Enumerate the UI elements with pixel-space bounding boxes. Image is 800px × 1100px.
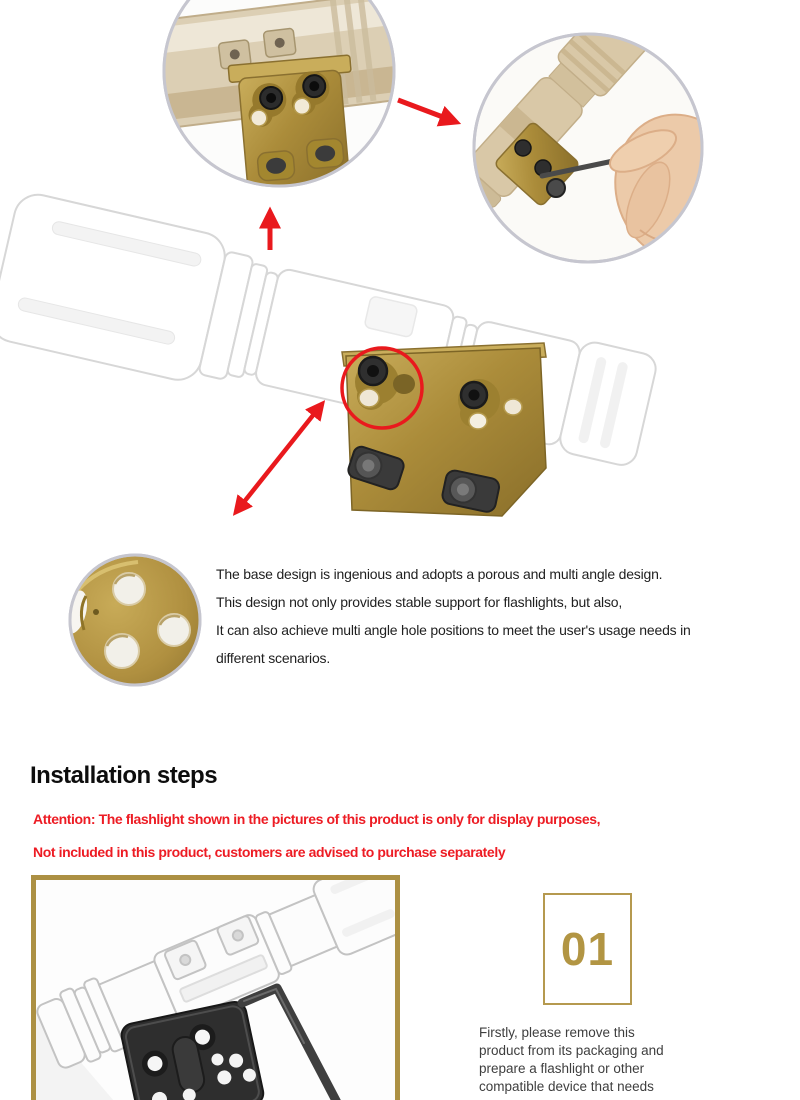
feature-line: The base design is ingenious and adopts a porous and multi angle design. [216,566,663,582]
feature-line: It can also achieve multi angle hole positions to meet the user's usage needs in [216,622,691,638]
installation-heading: Installation steps [30,762,218,789]
red-arrow-right-icon [398,100,456,122]
step1-number: 01 [560,923,615,975]
attention-line: Attention: The flashlight shown in the pictures of this product is only for display purposes, [33,811,601,827]
inset-mounted-closeup [133,0,424,197]
step1-photo [31,875,400,1100]
attention-note [33,803,600,869]
step1-photo-illustration [36,880,395,1100]
step1-number-badge [543,893,632,1005]
step1-line: compatible device that needs [479,1079,654,1094]
attention-line: Not included in this product, customers are advised to purchase separately [33,844,506,860]
gold-mount-plate-main [342,343,546,516]
step1-instructions [479,1024,664,1096]
step1-line: product from its packaging and [479,1043,664,1058]
red-double-arrow-diagonal-icon [236,404,322,512]
inset-porous-base-closeup [61,555,200,690]
feature-line: different scenarios. [216,650,331,666]
inset-install-with-hex-key [404,0,761,276]
feature-line: This design not only provides stable support for flashlights, but also, [216,594,623,610]
feature-description [216,560,691,672]
step1-line: Firstly, please remove this [479,1025,635,1040]
step1-line: prepare a flashlight or other [479,1061,645,1076]
